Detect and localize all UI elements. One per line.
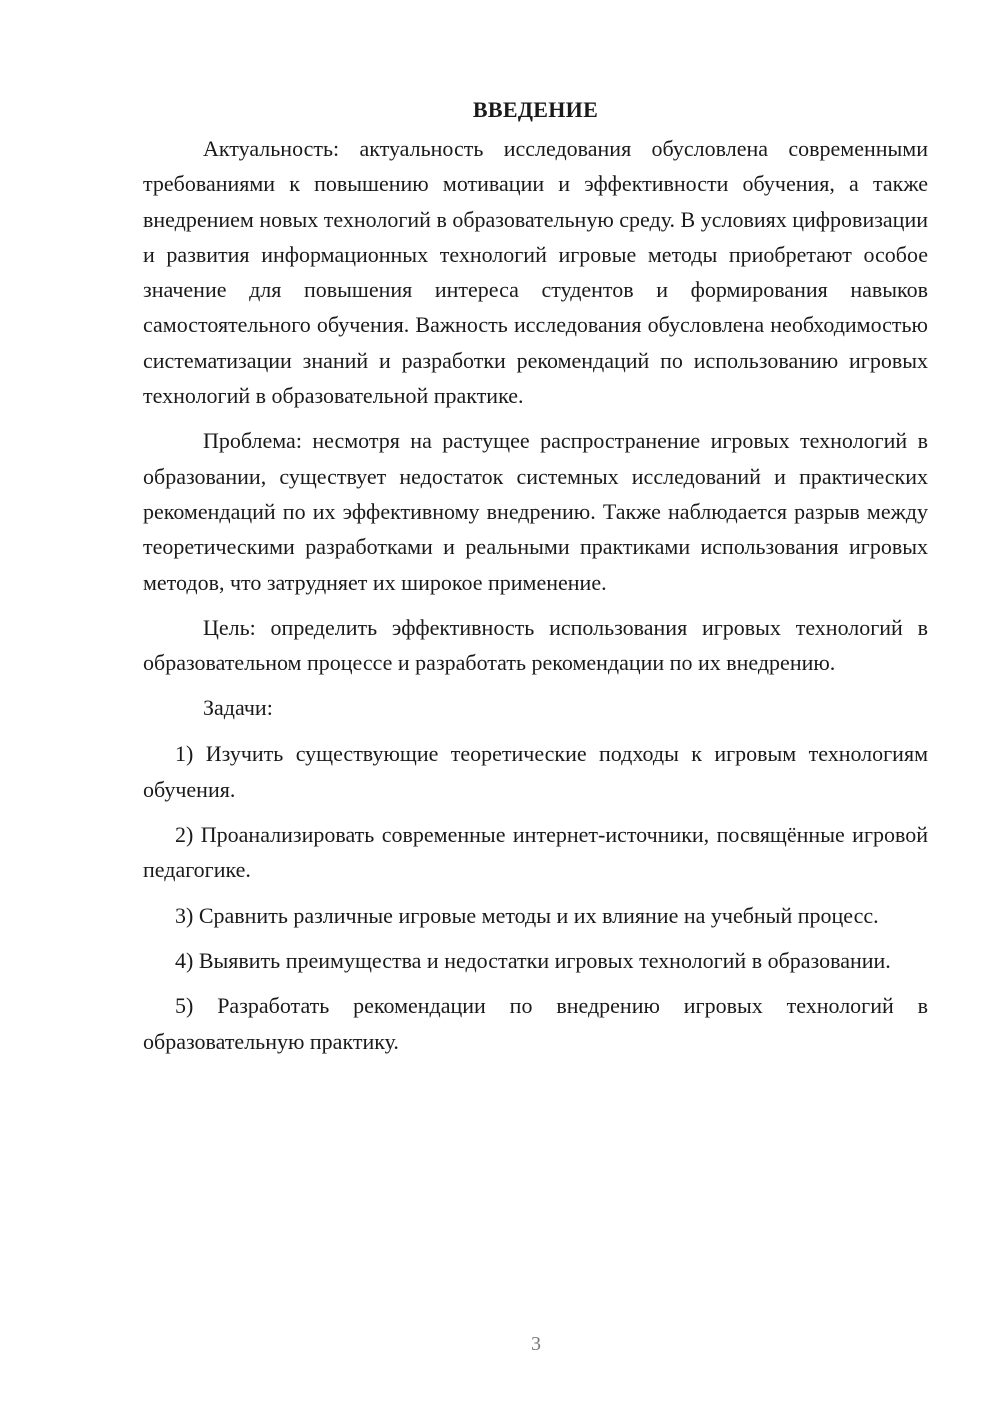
tasks-list	[143, 736, 928, 1058]
section-title: ВВЕДЕНИЕ	[472, 97, 599, 122]
list-item: 2) Проанализировать современные интернет-источники, посвящённые игровой педагогике.	[143, 822, 928, 883]
list-item: 1) Изучить существующие теоретические подходы к игровым технологиям обучения.	[143, 741, 928, 802]
page-number: 3	[531, 1333, 541, 1355]
list-item: 4) Выявить преимущества и недостатки игровых технологий в образовании.	[175, 947, 891, 973]
tasks-heading: Задачи:	[203, 695, 273, 721]
paragraph-problem: Проблема: несмотря на растущее распространение игровых технологий в образовании, существует недостаток системных исследований и практических рекомендаций по их эффективному внедрению. Также наблюдается разрыв между теоретическими разработками и реальными практиками использования игровых методов, что затрудняет их широкое применение.	[143, 428, 928, 595]
paragraph-goal: Цель: определить эффективность использования игровых технологий в образовательном процессе и разработать рекомендации по их внедрению.	[143, 614, 928, 676]
list-item: 3) Сравнить различные игровые методы и их влияние на учебный процесс.	[175, 902, 879, 928]
document-page	[143, 92, 928, 1069]
paragraph-relevance: Актуальность: актуальность исследования обусловлена современными требованиями к повышению мотивации и эффективности обучения, а также внедрением новых технологий в образовательную среду. В условиях цифровизации и развития информационных технологий игровые методы приобретают особое значение для повышения интереса студентов и формирования навыков самостоятельного обучения. Важность исследования обусловлена необходимостью систематизации знаний и разработки рекомендаций по использованию игровых технологий в образовательной практике.	[143, 136, 928, 409]
list-item: 5) Разработать рекомендации по внедрению игровых технологий в образовательную практику.	[143, 993, 928, 1054]
